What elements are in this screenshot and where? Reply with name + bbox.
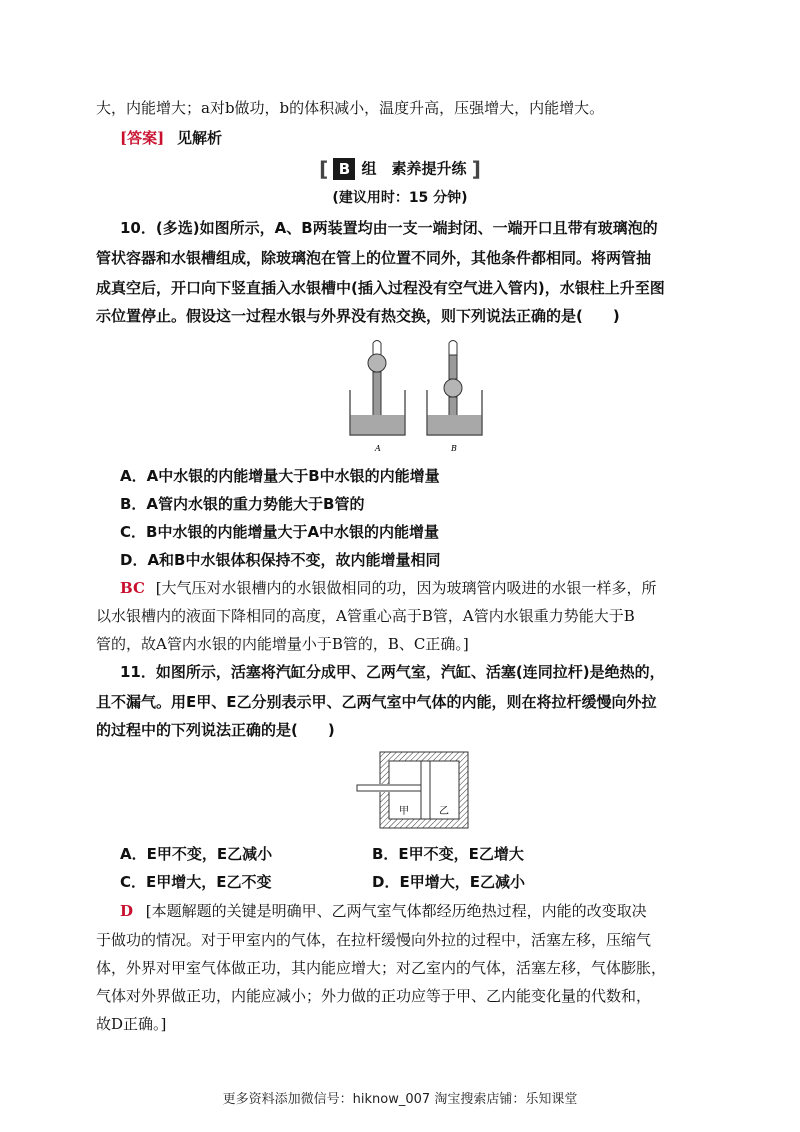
section-title: 组 素养提升练 (361, 159, 467, 178)
cylinder-figure (355, 748, 475, 833)
question-11-line-3: 的过程中的下列说法正确的是( ) (96, 721, 335, 739)
q10-option-c: C．B中水银的内能增量大于A中水银的内能增量 (120, 523, 440, 541)
answer-11-line-4: 气体对外界做正功，内能应减小；外力做的正功应等于甲、乙内能变化量的代数和， (96, 987, 652, 1005)
answer-line (120, 128, 222, 148)
question-11-line-1: 11．如图所示，活塞将汽缸分成甲、乙两气室，汽缸、活塞(连同拉杆)是绝热的， (120, 663, 665, 681)
text-line: 大，内能增大；a对b做功，b的体积减小，温度升高，压强增大，内能增大。 (96, 99, 605, 117)
piston (421, 761, 430, 819)
answer-11-line-3: 体，外界对甲室气体做正功，其内能应增大；对乙室内的气体，活塞左移，气体膨胀， (96, 959, 667, 977)
q10-option-a: A．A中水银的内能增量大于B中水银的内能增量 (120, 467, 440, 485)
answer-10-tag: BC (120, 579, 145, 597)
answer-10-line-2: 以水银槽内的液面下降相同的高度，A管重心高于B管，A管内水银重力势能大于B (96, 607, 635, 625)
answer-text: 见解析 (176, 129, 222, 147)
bracket-left: [ (319, 157, 329, 181)
q10-option-d: D．A和B中水银体积保持不变，故内能增量相同 (120, 551, 441, 569)
answer-11-line-2: 于做功的情况。对于甲室内的气体，在拉杆缓慢向外拉的过程中，活塞左移，压缩气 (96, 931, 652, 949)
device-a (350, 341, 405, 454)
question-10-line-4: 示位置停止。假设这一过程水银与外界没有热交换，则下列说法正确的是( ) (96, 307, 620, 325)
q11-option-a: A．E甲不变，E乙减小 (120, 845, 273, 863)
question-11-line-2: 且不漏气。用E甲、E乙分别表示甲、乙两气室中气体的内能，则在将拉杆缓慢向外拉 (96, 693, 657, 711)
answer-10-text: [大气压对水银槽内的水银做相同的功，因为玻璃管内吸进的水银一样多，所 (155, 579, 657, 597)
q11-option-b: B．E甲不变，E乙增大 (372, 845, 524, 863)
question-10-line-3: 成真空后，开口向下竖直插入水银槽中(插入过程没有空气进入管内)，水银柱上升至图 (96, 279, 665, 297)
q11-option-c: C．E甲增大，E乙不变 (120, 873, 272, 891)
answer-11-line-1 (120, 901, 647, 921)
answer-tag: [答案] (120, 129, 165, 147)
section-heading (0, 158, 800, 180)
device-b-label: B (451, 444, 457, 453)
question-10-line-2: 管状容器和水银槽组成，除玻璃泡在管上的位置不同外，其他条件都相同。将两管抽 (96, 249, 652, 267)
answer-10-line-1 (120, 578, 657, 598)
q10-option-b: B．A管内水银的重力势能大于B管的 (120, 495, 365, 513)
question-10-line-1: 10．(多选)如图所示，A、B两装置均由一支一端封闭、一端开口且带有玻璃泡的 (120, 219, 658, 237)
device-a-label: A (375, 444, 381, 453)
chamber-yi-label: 乙 (439, 806, 449, 817)
chamber-jia-label: 甲 (399, 806, 409, 817)
answer-10-line-3: 管的，故A管内水银的内能增量小于B管的，B、C正确。] (96, 635, 469, 653)
answer-11-line-5: 故D正确。] (96, 1015, 167, 1033)
time-hint: (建议用时：15 分钟) (332, 190, 468, 206)
mercury-tube-figure (345, 335, 485, 455)
device-b (427, 341, 482, 454)
answer-11-text: [本题解题的关键是明确甲、乙两气室气体都经历绝热过程，内能的改变取决 (145, 902, 647, 920)
answer-11-tag: D (120, 902, 134, 920)
bracket-right: ] (471, 157, 481, 181)
page-footer: 更多资料添加微信号：hiknow_007 淘宝搜索店铺：乐知课堂 (222, 1092, 578, 1107)
q11-option-d: D．E甲增大，E乙减小 (372, 873, 525, 891)
section-letter-badge: B (333, 158, 355, 180)
pull-rod (357, 785, 421, 791)
